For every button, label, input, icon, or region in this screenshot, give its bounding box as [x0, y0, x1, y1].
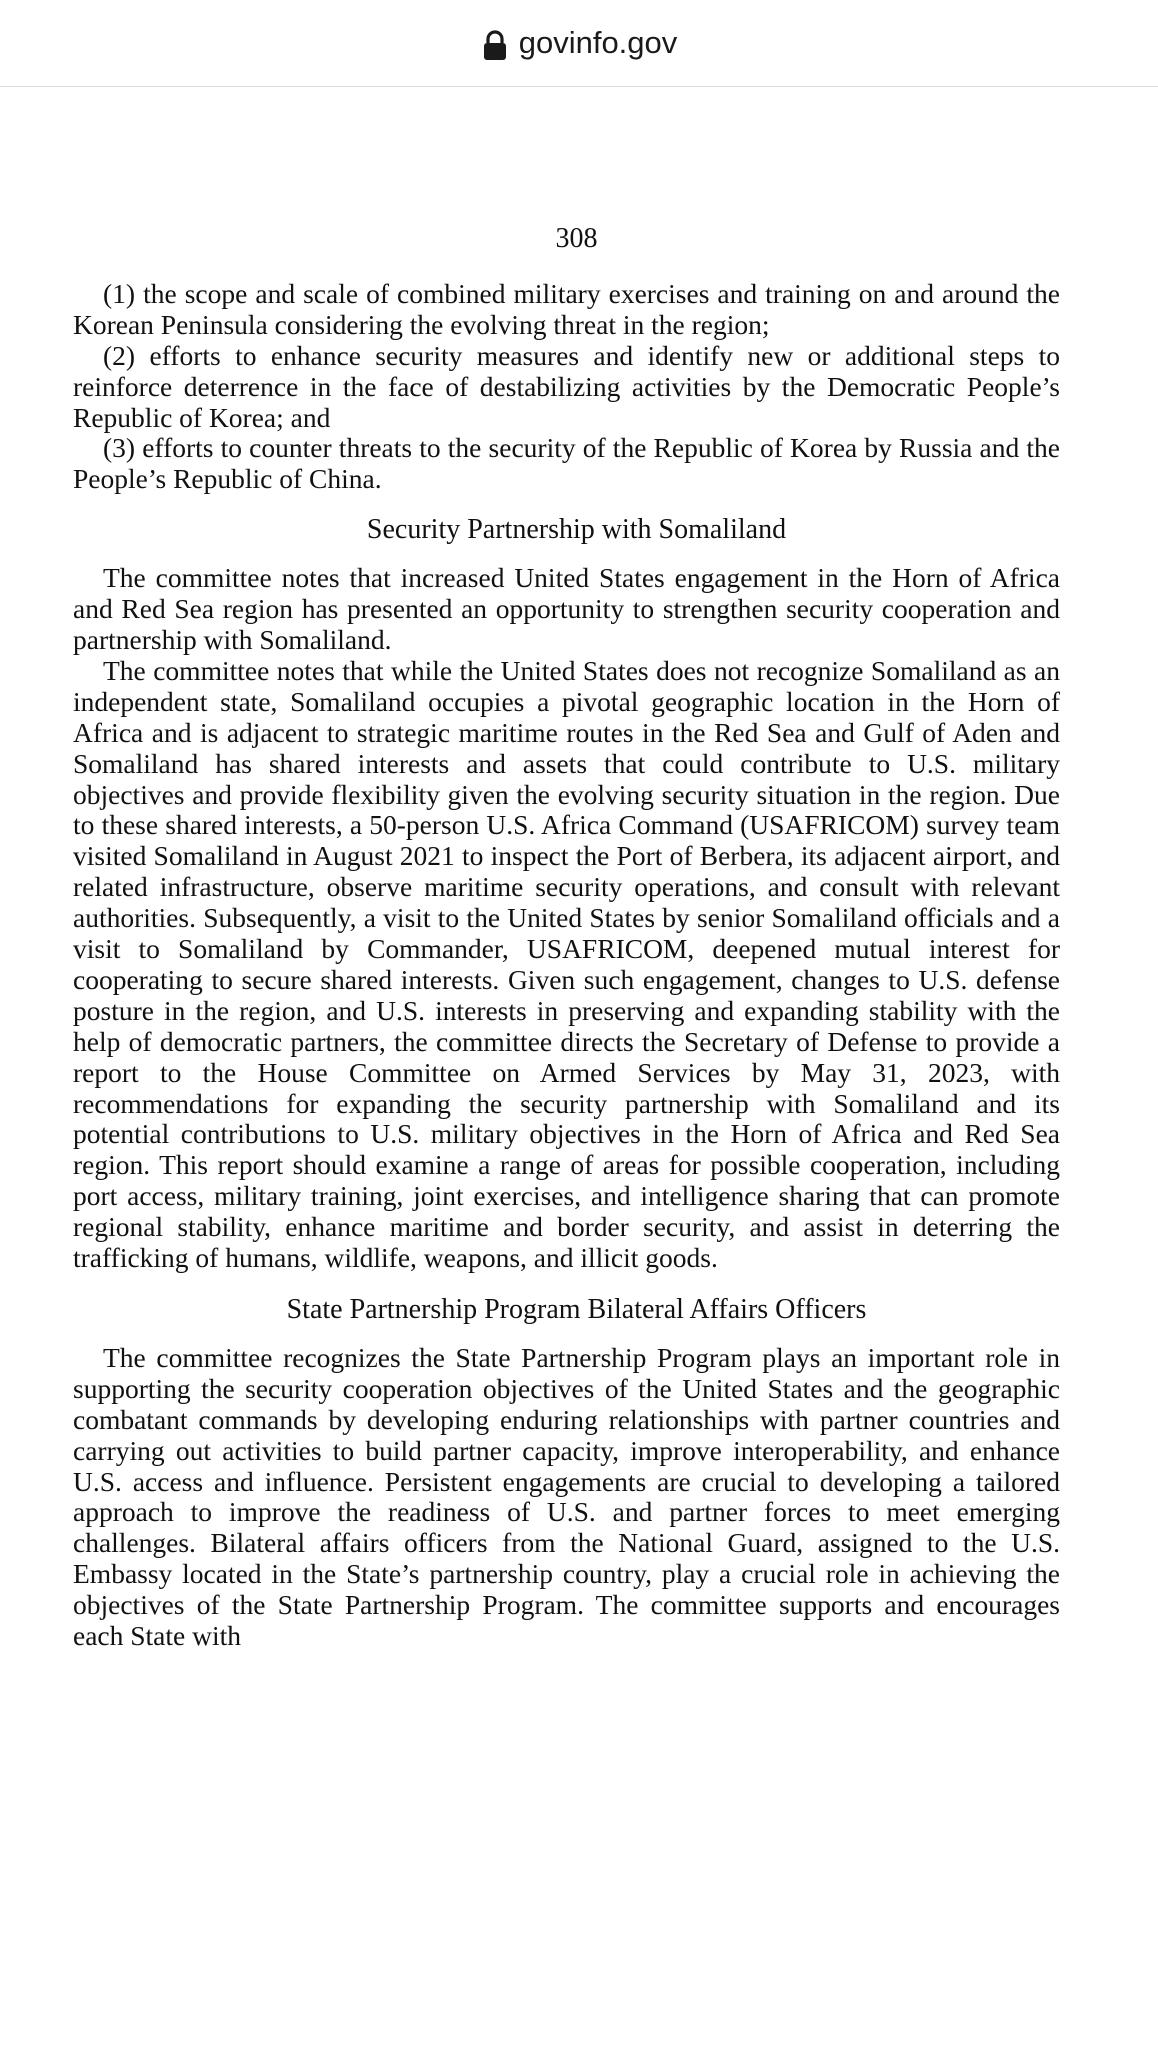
lock-icon: [481, 29, 509, 61]
intro-item-2: (2) efforts to enhance security measures and identify new or additional steps to reinforce deterrence in the face of destabilizing activities by the Democratic People’s Republic of Korea; and: [73, 339, 1060, 433]
url-text: govinfo.gov: [518, 25, 678, 60]
somaliland-paragraph-2: The committee notes that while the United States does not recognize Somaliland as an independent state, Somaliland occupies a pivotal geographic location in the Horn of Africa and is adjacent to strategic maritime routes in the Red Sea and Gulf of Aden and Somaliland has shared interests and assets that could contribute to U.S. military objectives and provide flexibility given the evolving security situation in the region. Due to these shared interests, a 50-person U.S. Africa Command (USAFRICOM) survey team visited Somaliland in August 2021 to inspect the Port of Berbera, its adjacent airport, and related infrastructure, observe maritime security operations, and consult with relevant authorities. Subsequently, a visit to the United States by senior Somaliland officials and a visit to Somaliland by Commander, USAFRICOM, deepened mutual interest for cooperating to secure shared interests. Given such engagement, changes to U.S. defense posture in the region, and U.S. interests in preserving and expanding stability with the help of democratic partners, the committee directs the Secretary of Defense to provide a report to the House Committee on Armed Services by May 31, 2023, with recommendations for expanding the security partnership with Somaliland and its potential contributions to U.S. military objectives in the Horn of Africa and Red Sea region. This report should examine a range of areas for possible cooperation, including port access, military training, joint exercises, and intelligence sharing that can promote regional stability, enhance maritime and border security, and assist in deterring the trafficking of humans, wildlife, weapons, and illicit goods.: [73, 654, 1060, 1274]
intro-item-1: (1) the scope and scale of combined military exercises and training on and around the Korean Peninsula considering the evolving threat in the region;: [73, 277, 1060, 340]
intro-item-3: (3) efforts to counter threats to the security of the Republic of Korea by Russia and the People’s Republic of China.: [73, 432, 1060, 495]
section-heading-state-partnership: State Partnership Program Bilateral Affairs Officers: [286, 1294, 867, 1325]
section-heading-somaliland: Security Partnership with Somaliland: [366, 514, 787, 546]
somaliland-paragraph-1: The committee notes that increased United States engagement in the Horn of Africa and Red Sea region has presented an opportunity to strengthen security cooperation and partnership with Somaliland.: [73, 562, 1060, 655]
address-bar[interactable]: [0, 0, 1158, 87]
page-number: 308: [555, 223, 598, 254]
document-page: [73, 210, 1060, 1652]
state-partnership-paragraph-1: The committee recognizes the State Partnership Program plays an important role in supporting the security cooperation objectives of the United States and the geographic combatant commands by developing enduring relationships with partner countries and carrying out activities to build partner capacity, improve interoperability, and enhance U.S. access and influence. Persistent engagements are crucial to developing a tailored approach to improve the readiness of U.S. and partner forces to meet emerging challenges. Bilateral affairs officers from the National Guard, assigned to the U.S. Embassy located in the State’s partnership country, play a crucial role in achieving the objectives of the State Partnership Program. The committee supports and encourages each State with: [73, 1341, 1060, 1652]
